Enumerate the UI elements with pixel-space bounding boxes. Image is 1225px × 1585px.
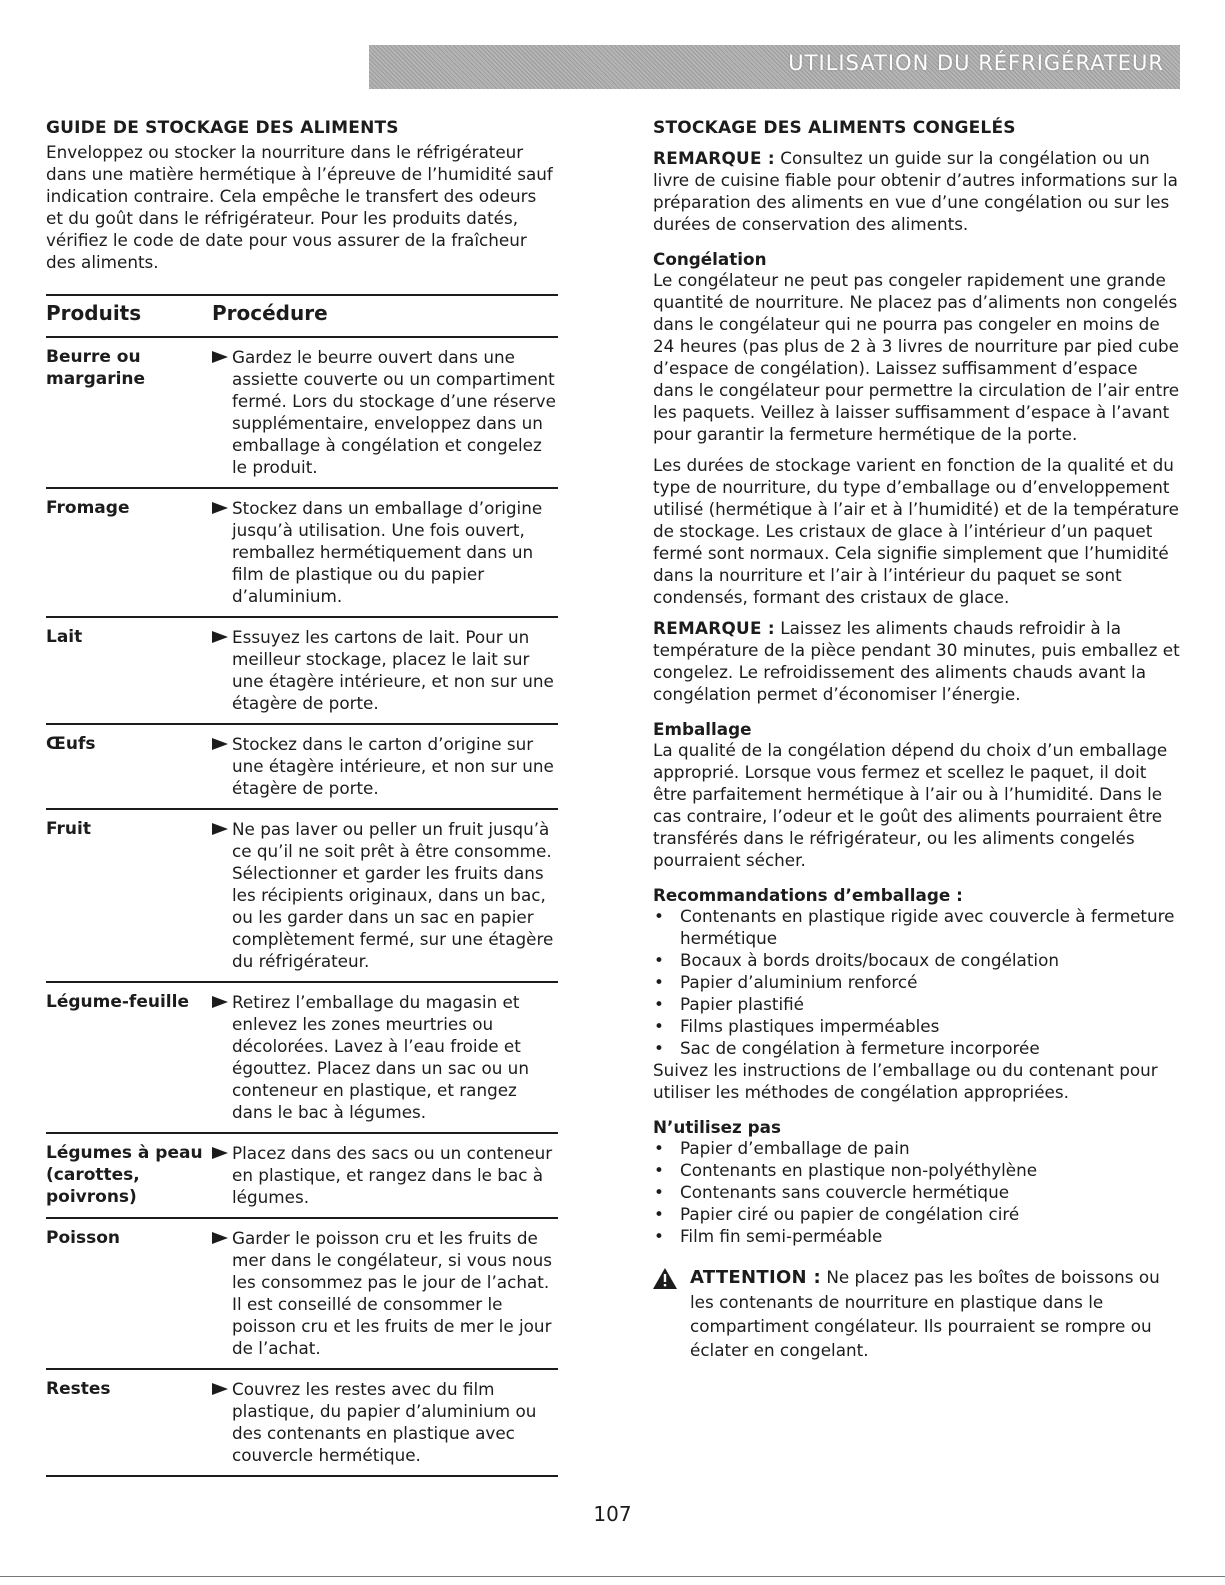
emballage-paragraph: La qualité de la congélation dépend du choix d’un emballage approprié. Lorsque vous fermez et scellez le paquet, il doit être parfaitement hermétique à l’air ou à l’humidité. Dans le cas contraire, l’odeur et le goût des aliments pourraient être transférés dans le réfrigérateur, ou les aliments congelés pourraient sécher. — [653, 740, 1168, 870]
arrow-bullet-icon — [212, 823, 228, 835]
remarque-text: Consultez un guide sur la congélation ou un livre de cuisine fiable pour obtenir d’autres informations sur la préparation des aliments en vue d’une congélation ou sur les durées de conservation des aliments. — [653, 148, 1178, 234]
product-name: Légumes à peau (carottes, poivrons) — [46, 1143, 203, 1207]
remarque-paragraph — [653, 147, 1180, 235]
storage-guide-title: GUIDE DE STOCKAGE DES ALIMENTS — [46, 118, 399, 138]
right-column — [653, 118, 1180, 1362]
procedure-text: Placez dans des sacs ou un conteneur en plastique, et rangez dans le bac à légumes. — [232, 1143, 553, 1207]
arrow-bullet-icon — [212, 1383, 228, 1395]
list-item: • Film fin semi-perméable — [653, 1225, 1180, 1247]
list-item: • Contenants sans couvercle hermétique — [653, 1181, 1180, 1203]
product-name: Œufs — [46, 734, 96, 754]
storage-guide-intro: Enveloppez ou stocker la nourriture dans le réfrigérateur dans une matière hermétique à l’épreuve de l’humidité sauf indication contraire. Cela empêche le transfert des odeurs et du goût dans le réfrigérateur. Pour les produits datés, vérifiez le code de date pour vous assurer de la fraîcheur des aliments. — [46, 142, 553, 272]
product-name: Restes — [46, 1379, 111, 1399]
list-item: • Papier ciré ou papier de congélation ciré — [653, 1203, 1180, 1225]
arrow-bullet-icon — [212, 631, 228, 643]
product-name: Lait — [46, 627, 83, 647]
remarque-paragraph — [653, 617, 1180, 705]
procedure-text: Stockez dans un emballage d’origine jusqu’à utilisation. Une fois ouvert, remballez hermétiquement dans un film de plastique ou du papier d’aluminium. — [232, 498, 543, 606]
procedure-cell — [212, 346, 558, 478]
list-item: • Bocaux à bords droits/bocaux de congélation — [653, 949, 1180, 971]
table-row — [46, 1134, 558, 1219]
arrow-bullet-icon — [212, 996, 228, 1008]
attention-text: Ne placez pas les boîtes de boissons ou les contenants de nourriture en plastique dans le compartiment congélateur. Ils pourraient se rompre ou éclater en congelant. — [690, 1267, 1160, 1360]
procedure-text: Stockez dans le carton d’origine sur une étagère intérieure, et non sur une étagère de porte. — [232, 734, 554, 798]
table-row — [46, 810, 558, 983]
recommendations-list — [653, 905, 1180, 1059]
table-row — [46, 983, 558, 1134]
column-header-procedure: Procédure — [212, 301, 328, 325]
remarque-label: REMARQUE : — [653, 148, 775, 168]
emballage-heading: Emballage — [653, 719, 752, 739]
left-column — [46, 118, 558, 1477]
attention-note — [653, 1265, 1180, 1362]
do-not-use-heading: N’utilisez pas — [653, 1117, 781, 1137]
procedure-cell — [212, 1142, 558, 1208]
storage-duration-paragraph: Les durées de stockage varient en fonction de la qualité et du type de nourriture, du type d’emballage ou d’enveloppement utilisé (hermétique à l’air et à l’humidité) et de la température de stockage. Les cristaux de glace à l’intérieur d’un paquet fermé sont normaux. Cela signifie simplement que l’humidité dans la nourriture et l’air à l’intérieur du paquet se sont condensés, formant des cristaux de glace. — [653, 455, 1179, 607]
list-item: • Papier plastifié — [653, 993, 1180, 1015]
list-item: • Papier d’emballage de pain — [653, 1137, 1180, 1159]
procedure-cell — [212, 1227, 558, 1359]
list-item: • Sac de congélation à fermeture incorporée — [653, 1037, 1180, 1059]
procedure-cell — [212, 497, 558, 607]
procedure-text: Ne pas laver ou peller un fruit jusqu’à ce qu’il ne soit prêt à être consomme. Sélectionner et garder les fruits dans les récipients originaux, dans un bac, ou les garder dans un sac en papier complètement fermé, sur une étagère du réfrigérateur. — [232, 819, 554, 971]
congelation-heading: Congélation — [653, 249, 767, 269]
procedure-text: Garder le poisson cru et les fruits de mer dans le congélateur, si vous nous les consommez pas le jour de l’achat. Il est conseillé de consommer le poisson cru et les fruits de mer le jour de l’achat. — [232, 1228, 552, 1358]
do-not-use-list — [653, 1137, 1180, 1247]
bottom-divider — [0, 1576, 1225, 1577]
procedure-text: Gardez le beurre ouvert dans une assiette couverte ou un compartiment fermé. Lors du stockage d’une réserve supplémentaire, enveloppez dans un emballage à congélation et congelez le produit. — [232, 347, 556, 477]
list-item: • Papier d’aluminium renforcé — [653, 971, 1180, 993]
arrow-bullet-icon — [212, 1232, 228, 1244]
procedure-text: Retirez l’emballage du magasin et enlevez les zones meurtries ou décolorées. Lavez à l’eau froide et égouttez. Placez dans un sac ou un conteneur en plastique, et rangez dans le bac à légumes. — [232, 992, 529, 1122]
product-name: Beurre ou margarine — [46, 347, 146, 389]
instructions-paragraph: Suivez les instructions de l’emballage ou du contenant pour utiliser les méthodes de congélation appropriées. — [653, 1060, 1158, 1102]
arrow-bullet-icon — [212, 502, 228, 514]
list-item: • Contenants en plastique non-polyéthylène — [653, 1159, 1180, 1181]
attention-label: ATTENTION : — [690, 1267, 821, 1288]
list-item: • Contenants en plastique rigide avec couvercle à fermeture hermétique — [653, 905, 1180, 949]
procedure-cell — [212, 991, 558, 1123]
product-name: Légume-feuille — [46, 992, 189, 1012]
procedure-cell — [212, 818, 558, 972]
table-row — [46, 338, 558, 489]
product-name: Fromage — [46, 498, 130, 518]
recommendations-heading: Recommandations d’emballage : — [653, 885, 963, 905]
procedure-cell — [212, 626, 558, 714]
product-name: Fruit — [46, 819, 91, 839]
procedure-cell — [212, 1378, 558, 1466]
congelation-paragraph: Le congélateur ne peut pas congeler rapidement une grande quantité de nourriture. Ne placez pas d’aliments non congelés dans le congélateur qui ne pourra pas congeler en moins de 24 heures (pas plus de 2 à 3 livres de nourriture par pied cube d’espace de congélation). Laissez suffisamment d’espace dans le congélateur pour permettre la circulation de l’air entre les paquets. Veillez à laisser suffisamment d’espace à l’avant pour garantir la fermeture hermétique de la porte. — [653, 270, 1180, 444]
table-row — [46, 725, 558, 810]
procedure-text: Couvrez les restes avec du film plastique, du papier d’aluminium ou des contenants en plastique avec couvercle hermétique. — [232, 1379, 537, 1465]
arrow-bullet-icon — [212, 1147, 228, 1159]
column-header-products: Produits — [46, 301, 142, 325]
procedure-text: Essuyez les cartons de lait. Pour un meilleur stockage, placez le lait sur une étagère intérieure, et non sur une étagère de porte. — [232, 627, 554, 713]
product-name: Poisson — [46, 1228, 120, 1248]
table-row — [46, 1370, 558, 1477]
table-header — [46, 296, 558, 338]
arrow-bullet-icon — [212, 351, 228, 363]
remarque-text: Laissez les aliments chauds refroidir à la température de la pièce pendant 30 minutes, puis emballez et congelez. Le refroidissement des aliments chauds avant la congélation permet d’économiser l’énergie. — [653, 618, 1180, 704]
remarque-label: REMARQUE : — [653, 618, 775, 638]
table-row — [46, 1219, 558, 1370]
warning-triangle-icon — [653, 1268, 677, 1289]
header-title: UTILISATION DU RÉFRIGÉRATEUR — [788, 51, 1164, 75]
arrow-bullet-icon — [212, 738, 228, 750]
frozen-storage-title: STOCKAGE DES ALIMENTS CONGELÉS — [653, 118, 1016, 138]
procedure-cell — [212, 733, 558, 799]
list-item: • Films plastiques imperméables — [653, 1015, 1180, 1037]
header-bar — [369, 45, 1180, 89]
table-row — [46, 618, 558, 725]
table-row — [46, 489, 558, 618]
page-number: 107 — [593, 1502, 632, 1526]
